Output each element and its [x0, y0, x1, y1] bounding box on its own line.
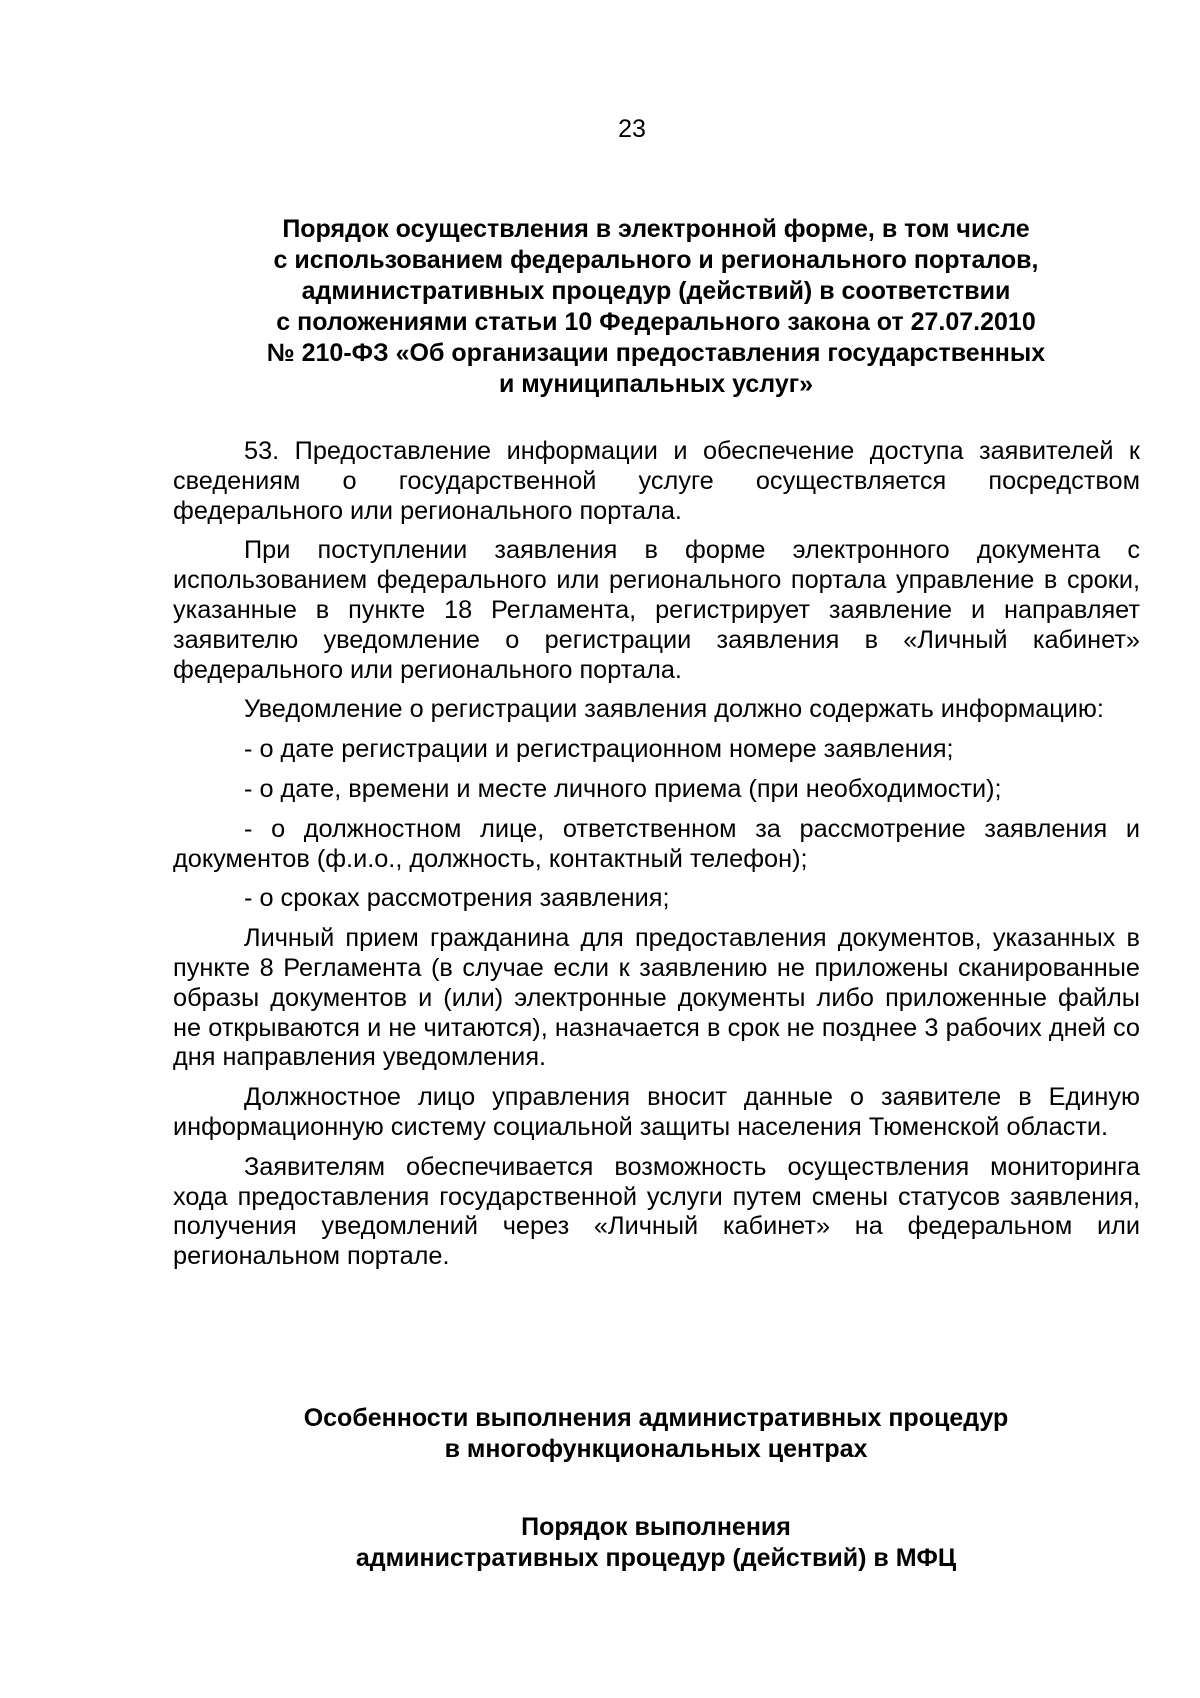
section-heading [172, 214, 1140, 400]
section-heading-line: административных процедур (действий) в соответствии [301, 277, 1011, 305]
section-heading-line: и муниципальных услуг» [498, 370, 814, 398]
paragraph-electronic-application: При поступлении заявления в форме электронного документа с использованием федерального или регионального портала управление в сроки, указанные в пункте 18 Регламента, регистрирует заявление и направляет заявителю уведомление о регистрации заявления в «Личный кабинет» федерального или регионального портала. [173, 536, 1140, 684]
subsubsection-heading [172, 1512, 1140, 1574]
section-heading-line: с использованием федерального и регионального порталов, [273, 246, 1039, 274]
paragraph-notification-content: Уведомление о регистрации заявления должно содержать информацию: [244, 695, 1104, 724]
subsection-heading [172, 1403, 1140, 1465]
subsection-heading-line: Особенности выполнения административных процедур [303, 1404, 1009, 1432]
section-heading-line: с положениями статьи 10 Федерального закона от 27.07.2010 [276, 308, 1036, 336]
section-heading-line: Порядок осуществления в электронной форме, в том числе [282, 215, 1030, 243]
document-body [173, 437, 1140, 1282]
paragraph-personal-reception: Личный прием гражданина для предоставления документов, указанных в пункте 8 Регламента (в случае если к заявлению не приложены сканированные образы документов и (или) электронные документы либо приложенные файлы не открываются и не читаются), назначается в срок не позднее 3 рабочих дней со дня направления уведомления. [173, 924, 1140, 1072]
list-item-deadlines: - о сроках рассмотрения заявления; [244, 884, 670, 913]
paragraph-53: 53. Предоставление информации и обеспечение доступа заявителей к сведениям о государственной услуге осуществляется посредством федерального или регионального портала. [173, 437, 1140, 525]
list-item-registration: - о дате регистрации и регистрационном номере заявления; [244, 735, 954, 764]
paragraph-official-data-entry: Должностное лицо управления вносит данные о заявителе в Единую информационную систему социальной защиты населения Тюменской области. [173, 1083, 1140, 1141]
subsubsection-heading-line: Порядок выполнения [521, 1513, 791, 1541]
subsubsection-heading-line: административных процедур (действий) в МФЦ [355, 1544, 957, 1572]
paragraph-monitoring: Заявителям обеспечивается возможность осуществления мониторинга хода предоставления государственной услуги путем смены статусов заявления, получения уведомлений через «Личный кабинет» на федеральном или региональном портале. [173, 1152, 1140, 1271]
subsection-heading-line: в многофункциональных центрах [444, 1435, 868, 1463]
list-item-appointment: - о дате, времени и месте личного приема (при необходимости); [244, 774, 1002, 803]
section-heading-line: № 210-ФЗ «Об организации предоставления государственных [266, 339, 1046, 367]
page-number: 23 [618, 115, 646, 143]
list-item-official: - о должностном лице, ответственном за рассмотрение заявления и документов (ф.и.о., должность, контактный телефон); [173, 814, 1140, 873]
